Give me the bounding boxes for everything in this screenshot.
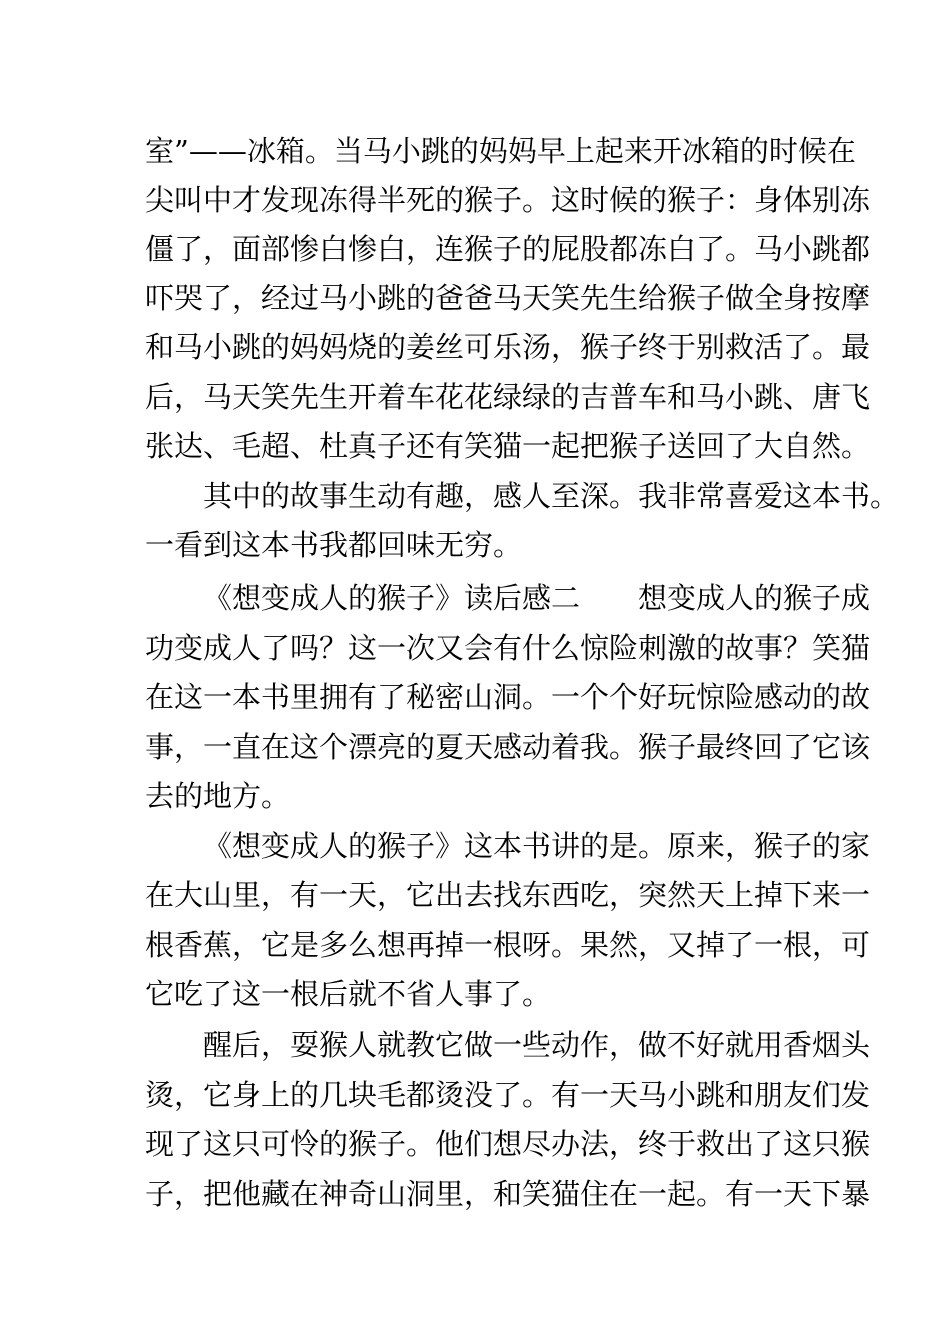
paragraph-start-line: 醒后，耍猴人就教它做一些动作，做不好就用香烟头	[203, 1028, 871, 1062]
text-line: 事，一直在这个漂亮的夏天感动着我。猴子最终回了它该	[145, 730, 871, 764]
text-line: 现了这只可怜的猴子。他们想尽办法，终于救出了这只猴	[145, 1127, 871, 1161]
text-line: 烫，它身上的几块毛都烫没了。有一天马小跳和朋友们发	[145, 1078, 871, 1112]
text-line: 尖叫中才发现冻得半死的猴子。这时候的猴子：身体别冻	[145, 183, 871, 217]
text-line: 它吃了这一根后就不省人事了。	[145, 977, 552, 1011]
text-line: 去的地方。	[145, 779, 291, 813]
paragraph-start-line: 《想变成人的猴子》这本书讲的是。原来，猴子的家	[203, 829, 871, 863]
text-line: 在这一本书里拥有了秘密山洞。一个个好玩惊险感动的故	[145, 680, 871, 714]
text-line: 根香蕉，它是多么想再掉一根呀。果然，又掉了一根，可	[145, 928, 871, 962]
text-line: 一看到这本书我都回味无穷。	[145, 528, 523, 562]
text-line: 张达、毛超、杜真子还有笑猫一起把猴子送回了大自然。	[145, 429, 871, 463]
text-line: 吓哭了，经过马小跳的爸爸马天笑先生给猴子做全身按摩	[145, 281, 871, 315]
text-line: 僵了，面部惨白惨白，连猴子的屁股都冻白了。马小跳都	[145, 232, 871, 266]
paragraph-start-line: 《想变成人的猴子》读后感二 想变成人的猴子成	[203, 581, 871, 615]
text-line: 室”——冰箱。当马小跳的妈妈早上起来开冰箱的时候在	[145, 134, 856, 168]
text-line: 后，马天笑先生开着车花花绿绿的吉普车和马小跳、唐飞	[145, 380, 871, 414]
text-line: 和马小跳的妈妈烧的姜丝可乐汤，猴子终于别救活了。最	[145, 330, 871, 364]
text-line: 功变成人了吗？这一次又会有什么惊险刺激的故事？笑猫	[145, 631, 871, 665]
text-line: 子，把他藏在神奇山洞里，和笑猫住在一起。有一天下暴	[145, 1177, 871, 1211]
text-line: 在大山里，有一天，它出去找东西吃，突然天上掉下来一	[145, 878, 871, 912]
paragraph-start-line: 其中的故事生动有趣，感人至深。我非常喜爱这本书。	[203, 479, 900, 513]
